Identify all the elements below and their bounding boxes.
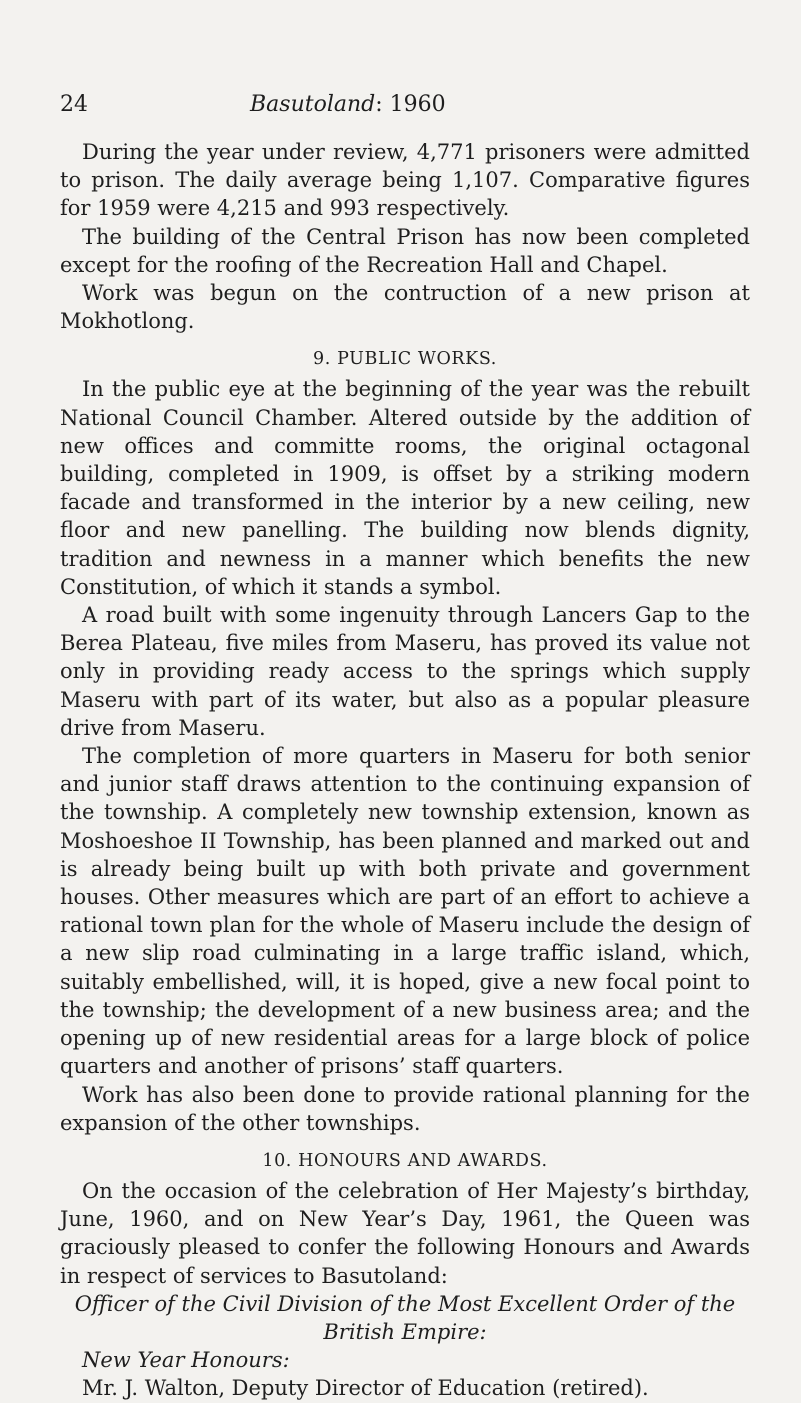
running-title	[250, 92, 446, 117]
running-title-name: Basutoland	[250, 92, 376, 117]
document-body	[60, 138, 750, 1403]
prisons-paragraph-2: The building of the Central Prison has now been completed except for the roofing of the Recreation Hall and Chapel.	[60, 224, 750, 277]
prisons-paragraph-3: Work was begun on the contruction of a new prison at Mokhotlong.	[60, 281, 750, 334]
section-heading-public-works: 9. PUBLIC WORKS.	[313, 349, 497, 370]
public-works-paragraph-3: The completion of more quarters in Maseru for both senior and junior staff draws attention to the continuing expansion of the township. A completely new township extension, known as Moshoeshoe II Township, has been planned and marked out and is already being built up with both private and government houses. Other measures which are part of an effort to achieve a rational town plan for the whole of Maseru include the design of a new slip road culminating in a large traffic island, which, suitably embellished, will, it is hoped, give a new focal point to the township; the development of a new business area; and the opening up of new residential areas for a large block of police quarters and another of prisons’ staff quarters.	[60, 744, 750, 1079]
running-title-year: 1960	[389, 92, 446, 117]
public-works-paragraph-4: Work has also been done to provide rational planning for the expansion of the other townships.	[60, 1082, 750, 1135]
award-recipient-entry: Mr. J. Walton, Deputy Director of Education (retired).	[82, 1376, 649, 1401]
honours-intro-paragraph: On the occasion of the celebration of Her Majesty’s birthday, June, 1960, and on New Year’s Day, 1961, the Queen was graciously pleased to confer the following Honours and Awards in respect of services to Basutoland:	[60, 1178, 750, 1288]
document-page	[60, 92, 750, 1403]
award-list-heading: New Year Honours:	[82, 1348, 290, 1373]
running-header	[60, 92, 750, 122]
public-works-paragraph-1: In the public eye at the beginning of the year was the rebuilt National Council Chamber. Altered outside by the addition of new offices and committe rooms, the original octagonal building, completed in 1909, is offset by a striking modern facade and transformed in the interior by a new ceiling, new floor and new panelling. The building now blends dignity, tradition and newness in a manner which benefits the new Constitution, of which it stands a symbol.	[60, 377, 750, 599]
award-order-title: Officer of the Civil Division of the Most Excellent Order of the British Empire:	[74, 1291, 736, 1344]
section-heading-honours: 10. HONOURS AND AWARDS.	[262, 1150, 548, 1171]
page-number: 24	[60, 92, 88, 117]
public-works-paragraph-2: A road built with some ingenuity through Lancers Gap to the Berea Plateau, five miles from Maseru, has proved its value not only in providing ready access to the springs which supply Maseru with part of its water, but also as a popular pleasure drive from Maseru.	[60, 603, 750, 740]
prisons-paragraph-1: During the year under review, 4,771 prisoners were admitted to prison. The daily average being 1,107. Comparative figures for 1959 were 4,215 and 993 respectively.	[60, 140, 750, 221]
running-title-separator: :	[375, 92, 390, 117]
